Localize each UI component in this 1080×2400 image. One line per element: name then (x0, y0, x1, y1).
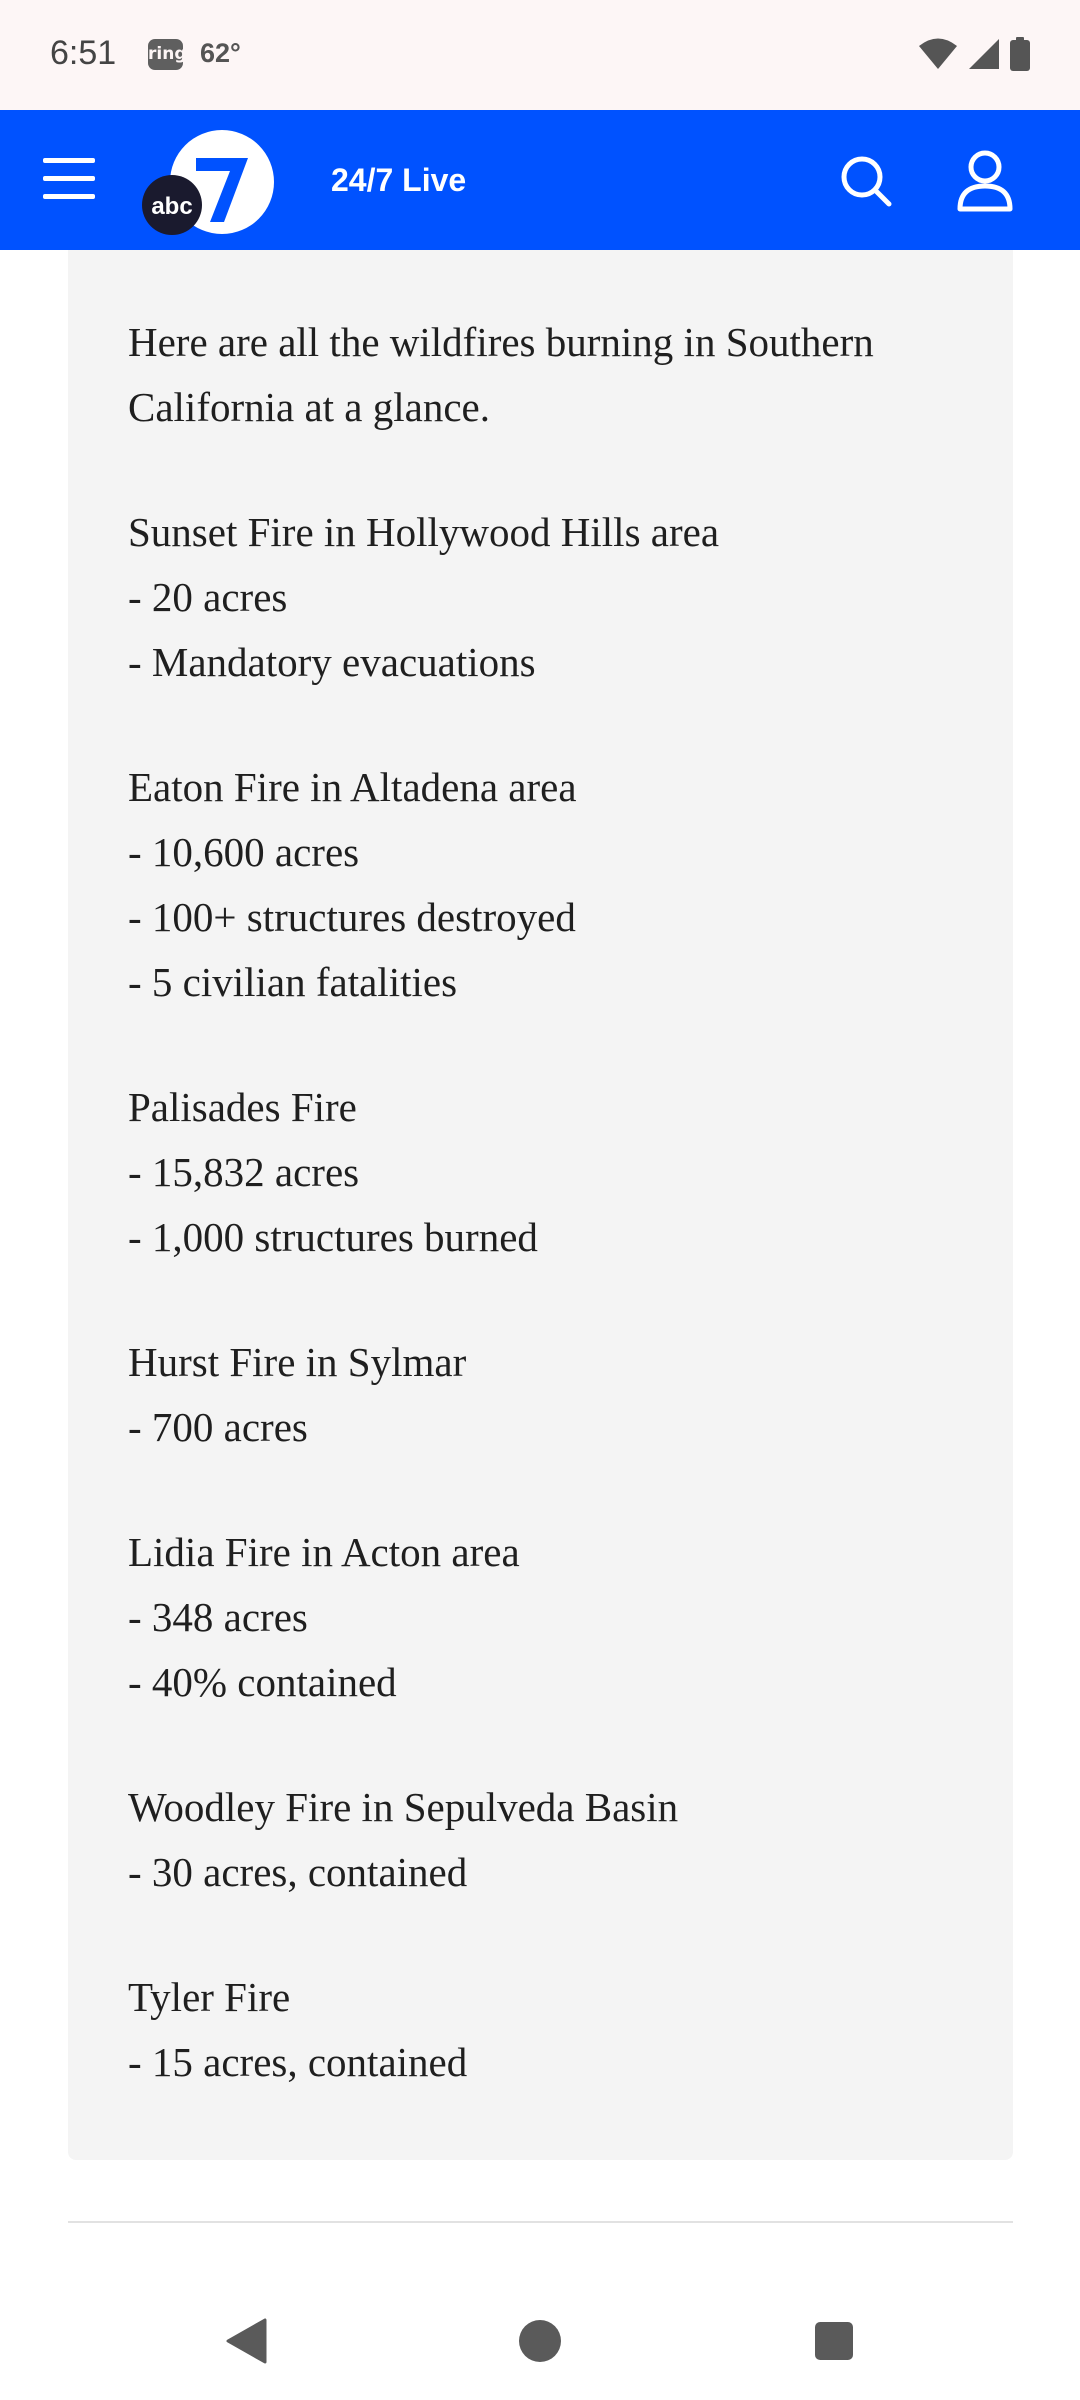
fire-entry (128, 1520, 958, 1715)
fire-detail: - 30 acres, contained (128, 1849, 468, 1895)
abc7-logo[interactable] (140, 128, 280, 238)
fire-detail: - 40% contained (128, 1659, 397, 1705)
fire-name: Tyler Fire (128, 1974, 291, 2020)
user-icon[interactable] (956, 150, 1014, 212)
status-bar (0, 0, 1080, 110)
battery-icon (1010, 37, 1030, 71)
fire-entry (128, 755, 958, 1015)
fire-name: Hurst Fire in Sylmar (128, 1339, 467, 1385)
section-divider (68, 2221, 1013, 2223)
ring-app-icon: ring (148, 39, 183, 70)
fire-detail: - 10,600 acres (128, 829, 360, 875)
fire-detail: - 15,832 acres (128, 1149, 360, 1195)
fire-detail: - 5 civilian fatalities (128, 959, 458, 1005)
fire-detail: - 15 acres, contained (128, 2039, 468, 2085)
home-icon[interactable] (519, 2320, 561, 2362)
wifi-icon (918, 38, 958, 70)
fire-entry (128, 1075, 958, 1270)
status-time: 6:51 (50, 34, 117, 72)
fire-detail: - 100+ structures destroyed (128, 894, 576, 940)
signal-icon (968, 38, 1000, 70)
fire-entry (128, 500, 958, 695)
fire-summary-box (68, 250, 1013, 2160)
status-icons (918, 36, 1030, 72)
fire-name: Lidia Fire in Acton area (128, 1529, 520, 1575)
fire-detail: - 1,000 structures burned (128, 1214, 538, 1260)
fire-name: Eaton Fire in Altadena area (128, 764, 577, 810)
fire-name: Woodley Fire in Sepulveda Basin (128, 1784, 679, 1830)
intro-text: Here are all the wildfires burning in Southern California at a glance. (128, 319, 874, 430)
search-icon[interactable] (838, 153, 894, 209)
back-icon[interactable] (225, 2318, 267, 2364)
status-temperature: 62° (200, 38, 241, 68)
fire-detail: - 700 acres (128, 1404, 308, 1450)
menu-icon[interactable] (43, 154, 95, 204)
fire-name: Sunset Fire in Hollywood Hills area (128, 509, 720, 555)
logo-text: abc (151, 193, 193, 220)
fire-summary-text (128, 310, 958, 2095)
fire-entry (128, 1775, 958, 1905)
fire-entry (128, 1330, 958, 1460)
fire-detail: - Mandatory evacuations (128, 639, 536, 685)
recents-icon[interactable] (815, 2322, 853, 2360)
fire-name: Palisades Fire (128, 1084, 357, 1130)
site-header (0, 110, 1080, 250)
fire-entry (128, 1965, 958, 2095)
live-link[interactable]: 24/7 Live (331, 162, 467, 198)
fire-detail: - 348 acres (128, 1594, 308, 1640)
system-nav-bar (0, 2280, 1080, 2400)
fire-detail: - 20 acres (128, 574, 288, 620)
